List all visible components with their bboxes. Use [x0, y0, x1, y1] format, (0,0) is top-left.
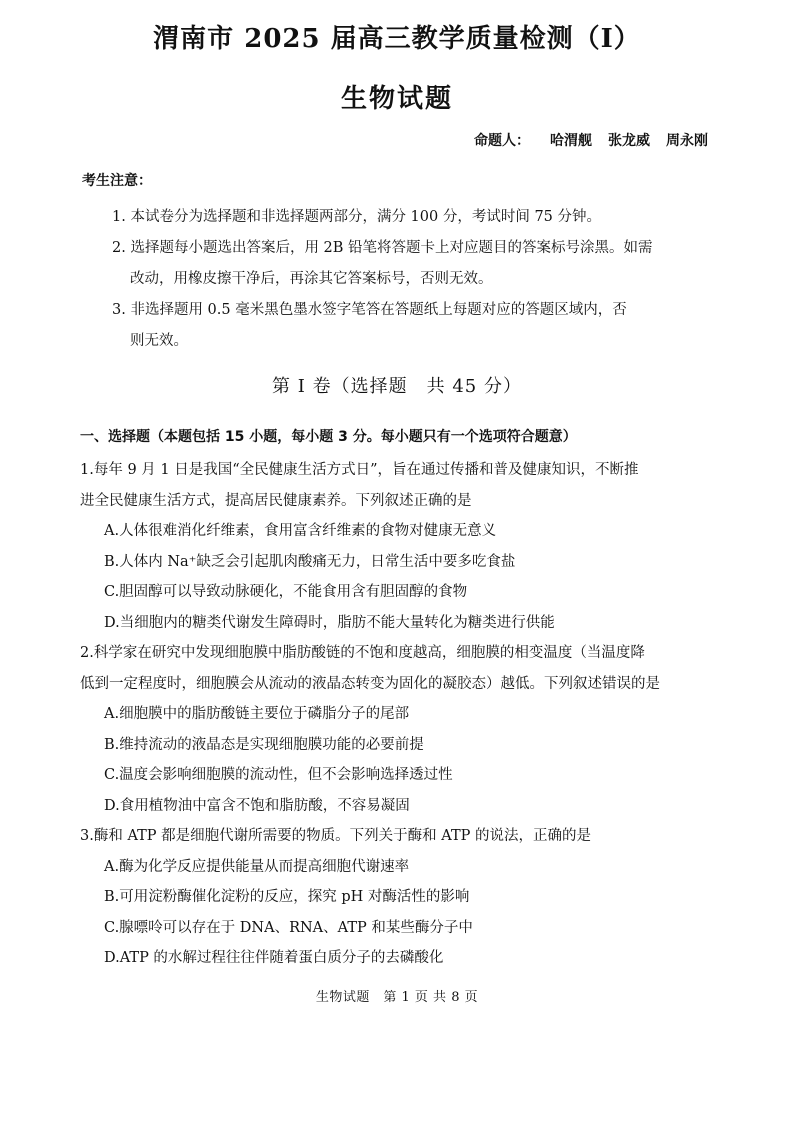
notice-item	[112, 295, 712, 357]
author-name: 周永刚	[666, 133, 708, 149]
subject-title: 生物试题	[340, 84, 453, 114]
notice-item	[112, 233, 712, 295]
option-c: C.胆固醇可以导致动脉硬化，不能食用含有胆固醇的食物	[104, 584, 468, 600]
section-title: 一、选择题（本题包括 15 小题，每小题 3 分。每小题只有一个选项符合题意）	[80, 429, 577, 445]
notice-line: 1. 本试卷分为选择题和非选择题两部分，满分 100 分，考试时间 75 分钟。	[112, 209, 602, 225]
option-a: A.酶为化学反应提供能量从而提高细胞代谢速率	[104, 858, 410, 875]
notice-line: 2. 选择题每小题选出答案后，用 2B 铅笔将答题卡上对应题目的答案标号涂黑。如需	[112, 240, 653, 256]
question-stem-line: 进全民健康生活方式，提高居民健康素养。下列叙述正确的是	[80, 492, 472, 509]
question-stem-line: 2.科学家在研究中发现细胞膜中脂肪酸链的不饱和度越高，细胞膜的相变温度（当温度降	[80, 645, 645, 661]
option-c: C.腺嘌呤可以存在于 DNA、RNA、ATP 和某些酶分子中	[104, 919, 473, 936]
authors-label: 命题人：	[474, 133, 530, 149]
option-c: C.温度会影响细胞膜的流动性，但不会影响选择透过性	[104, 767, 453, 783]
option-d: D.ATP 的水解过程往往伴随着蛋白质分子的去磷酸化	[104, 950, 444, 966]
part-title: 第 I 卷（选择题 共 45 分）	[272, 376, 522, 397]
question	[80, 455, 710, 638]
author-name: 张龙威	[608, 133, 650, 149]
question-stem-line: 低到一定程度时，细胞膜会从流动的液晶态转变为固化的凝胶态）越低。下列叙述错误的是	[80, 675, 660, 692]
option-a: A.细胞膜中的脂肪酸链主要位于磷脂分子的尾部	[104, 706, 410, 722]
question	[80, 821, 710, 974]
notice-title: 考生注意：	[82, 173, 152, 189]
authors-line	[474, 130, 708, 150]
notice-line-continued: 改动，用橡皮擦干净后，再涂其它答案标号，否则无效。	[130, 271, 493, 287]
notice-list	[112, 202, 712, 357]
option-b: B.维持流动的液晶态是实现细胞膜功能的必要前提	[104, 736, 424, 753]
question-stem-line: 1.每年 9 月 1 日是我国“全民健康生活方式日”，旨在通过传播和普及健康知识，不断推	[80, 462, 639, 478]
page-footer: 生物试题 第 1 页 共 8 页	[315, 990, 479, 1005]
author-name: 哈渭舰	[550, 133, 592, 149]
notice-item	[112, 202, 712, 233]
option-d: D.食用植物油中富含不饱和脂肪酸，不容易凝固	[104, 797, 410, 814]
option-a: A.人体很难消化纤维素，食用富含纤维素的食物对健康无意义	[104, 523, 497, 539]
question-list	[80, 455, 710, 974]
question-stem-line: 3.酶和 ATP 都是细胞代谢所需要的物质。下列关于酶和 ATP 的说法，正确的是	[80, 828, 591, 844]
notice-line-continued: 则无效。	[130, 333, 188, 349]
notice-line: 3. 非选择题用 0.5 毫米黑色墨水签字笔答在答题纸上每题对应的答题区域内，否	[112, 302, 627, 318]
option-b: B.人体内 Na⁺缺乏会引起肌肉酸痛无力，日常生活中要多吃食盐	[104, 553, 516, 570]
exam-title: 渭南市 2025 届高三教学质量检测（Ⅰ）	[153, 24, 641, 54]
option-b: B.可用淀粉酶催化淀粉的反应，探究 pH 对酶活性的影响	[104, 889, 470, 905]
question	[80, 638, 710, 821]
option-d: D.当细胞内的糖类代谢发生障碍时，脂肪不能大量转化为糖类进行供能	[104, 614, 555, 631]
